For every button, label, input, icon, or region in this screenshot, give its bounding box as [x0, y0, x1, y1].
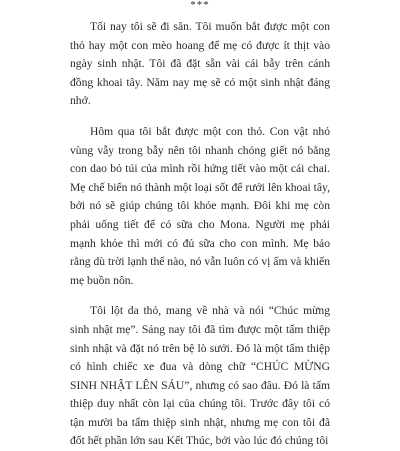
paragraph-3: Tôi lột da thỏ, mang về nhà và nói “Chúc mừng sinh nhật mẹ”. Sáng nay tôi đã tìm được một tấm thiệp sinh nhật và đặt nó trên bệ lò sưởi. Đó là một tấm thiệp có hình chiếc xe đua và dòng chữ “CHÚC MỪNG SINH NHẬT LÊN SÁU”, nhưng có sao đâu. Đó là tấm thiệp duy nhất còn lại của chúng tôi. Trước đây tôi có tận mười ba tấm thiệp sinh nhật, nhưng mẹ con tôi đã đốt hết phần lớn sau Kết Thúc, bởi vào lúc đó chúng tôi	[70, 304, 330, 448]
paragraph-1: Tối nay tôi sẽ đi săn. Tôi muốn bắt được một con thỏ hay một con mèo hoang để mẹ có được ít thịt vào ngày sinh nhật. Tôi đã đặt sẵn vài cái bẫy trên cánh đồng khoai tây. Năm nay mẹ sẽ có một sinh nhật đáng nhớ.	[70, 20, 330, 108]
paragraph-2: Hôm qua tôi bắt được một con thỏ. Con vật nhỏ vùng vẫy trong bẫy nên tôi nhanh chóng giết nó bằng con dao bỏ túi của mình rồi hứng tiết vào một cái chai. Mẹ chế biến nó thành một loại sốt để rưới lên khoai tây, bởi nó sẽ giúp chúng tôi khỏe mạnh. Đôi khi mẹ còn phải uống tiết để có sữa cho Mona. Người mẹ phải mạnh khỏe thì mới có đủ sữa cho con mình. Mẹ bảo rằng dù trời lạnh thế nào, nó vẫn luôn có vị ấm và khiến mẹ buồn nôn.	[70, 124, 330, 287]
section-separator: ***	[190, 0, 210, 11]
